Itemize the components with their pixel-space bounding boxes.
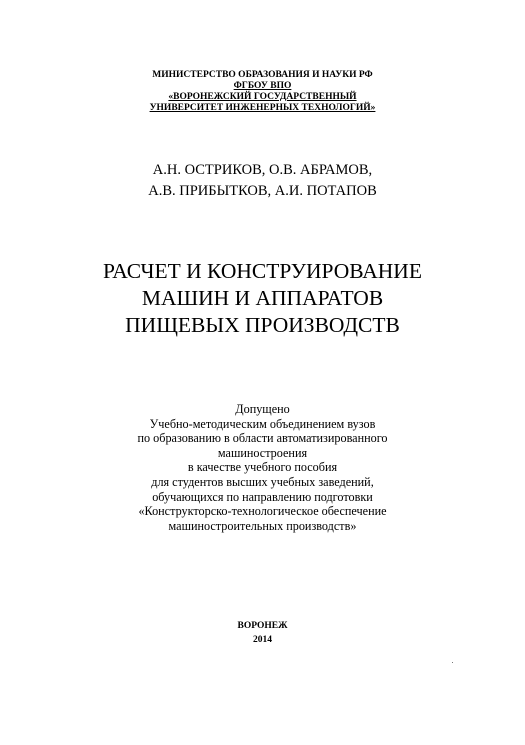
book-title-line-3: ПИЩЕВЫХ ПРОИЗВОДСТВ bbox=[125, 313, 400, 337]
approval-line-2: Учебно-методическим объединением вузов bbox=[149, 416, 376, 431]
scan-speck bbox=[452, 662, 453, 663]
imprint-city: ВОРОНЕЖ bbox=[237, 621, 288, 631]
approval-line-8: «Конструкторско-технологическое обеспечение bbox=[138, 504, 387, 519]
ministry-line: МИНИСТЕРСТВО ОБРАЗОВАНИЯ И НАУКИ РФ bbox=[152, 70, 373, 80]
book-title-line-1: РАСЧЕТ И КОНСТРУИРОВАНИЕ bbox=[103, 259, 422, 283]
imprint bbox=[0, 619, 525, 647]
approval-line-6: для студентов высших учебных заведений, bbox=[151, 474, 374, 489]
university-name-line-2: УНИВЕРСИТЕТ ИНЖЕНЕРНЫХ ТЕХНОЛОГИЙ» bbox=[149, 103, 376, 113]
approval-line-5: в качестве учебного пособия bbox=[187, 460, 338, 475]
imprint-year: 2014 bbox=[253, 635, 272, 645]
approval-line-7: обучающихся по направлению подготовки bbox=[152, 489, 373, 504]
book-title-line-2: МАШИН И АППАРАТОВ bbox=[141, 286, 384, 310]
authors-block bbox=[0, 160, 525, 202]
authors-line-2: А.В. ПРИБЫТКОВ, А.И. ПОТАПОВ bbox=[148, 183, 377, 199]
university-name-line-1: «ВОРОНЕЖСКИЙ ГОСУДАРСТВЕННЫЙ bbox=[168, 92, 357, 102]
approval-line-9: машиностроительных производств» bbox=[168, 518, 357, 533]
approval-line-4: машиностроения bbox=[217, 445, 308, 460]
approval-line-3: по образованию в области автоматизированного bbox=[137, 431, 388, 446]
ministry-header bbox=[0, 70, 525, 114]
authors-line-1: А.Н. ОСТРИКОВ, О.В. АБРАМОВ, bbox=[152, 162, 373, 178]
approval-line-1: Допущено bbox=[235, 402, 290, 416]
institution-type-line: ФГБОУ ВПО bbox=[233, 81, 292, 91]
book-title bbox=[0, 258, 525, 339]
approval-statement bbox=[0, 402, 525, 533]
